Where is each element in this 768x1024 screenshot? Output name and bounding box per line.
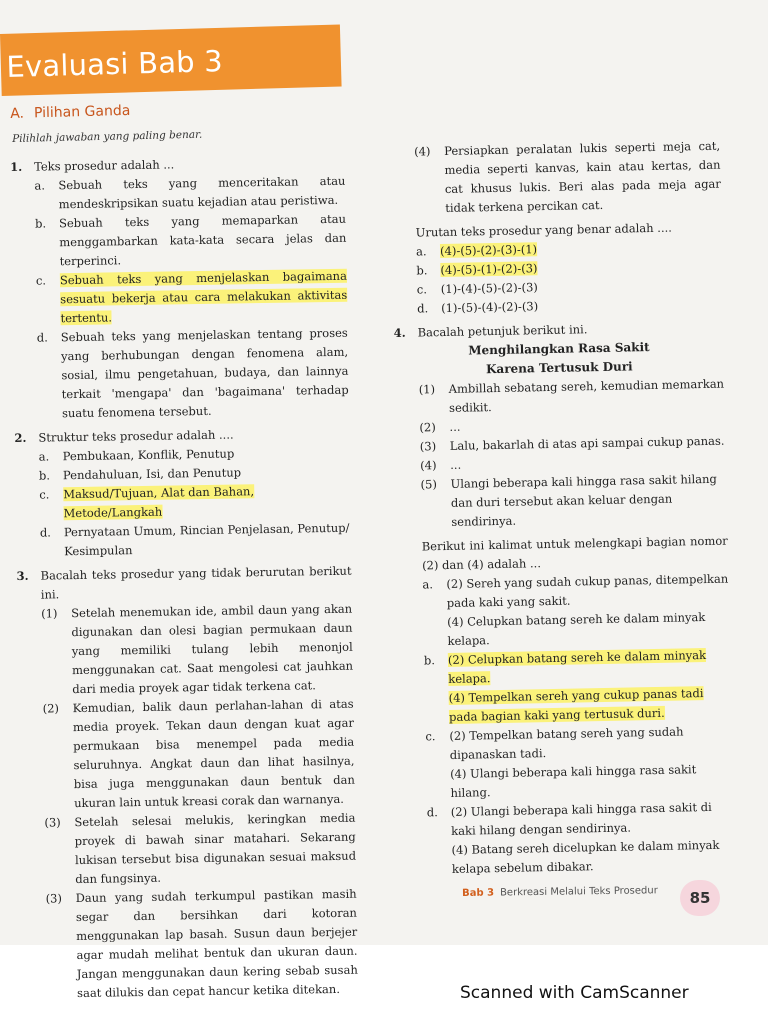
- procedure-step: [41, 600, 353, 700]
- step-number: (4): [420, 458, 437, 473]
- option-4a: [422, 570, 729, 652]
- option-letter: a.: [415, 244, 427, 259]
- step-number: (5): [420, 477, 437, 492]
- highlighted-answer: Sebuah teks yang menjelaskan bagaimana sesuatu bekerja atau cara melakukan aktivitas tertentu.: [59, 268, 348, 326]
- question-3: [16, 562, 352, 605]
- option-letter: a.: [34, 178, 46, 193]
- option-letter: d.: [39, 525, 52, 540]
- scanner-watermark: Scanned with CamScanner: [460, 983, 689, 1003]
- step-text: Setelah menemukan ide, ambil daun yang akan digunakan dan olesi bagian permukaan daun yang memiliki tulang lebih menonjol menggunakan cat. Saat mengolesi cat jauhkan dari media proyek agar tidak terkena cat.: [71, 601, 354, 697]
- option-text: (1)-(4)-(5)-(2)-(3): [440, 280, 538, 297]
- step-text: Ulangi beberapa kali hingga rasa sakit hilang dan duri tersebut akan keluar dengan sendirinya.: [450, 471, 717, 529]
- procedure-step: [43, 695, 356, 814]
- question-number: 2.: [14, 430, 27, 445]
- procedure-title-line-1: Menghilangkan Rasa Sakit: [468, 340, 650, 358]
- option-1b: [35, 210, 347, 272]
- option-line: (4) Batang sereh dicelupkan ke dalam minyak kelapa sebelum dibakar.: [451, 837, 720, 876]
- question-text: Bacalah teks prosedur yang tidak berurutan berikut ini.: [40, 563, 352, 602]
- option-text: (1)-(5)-(4)-(2)-(3): [441, 299, 539, 316]
- option-line: (2) Sereh yang sudah cukup panas, ditempelkan pada kaki yang sakit.: [446, 571, 729, 610]
- step-number: (4): [414, 144, 431, 159]
- section-heading: [10, 103, 131, 122]
- step-number: (3): [44, 815, 61, 830]
- procedure-title-line-2: Karena Tertusuk Duri: [485, 359, 633, 377]
- step-number: (3): [45, 891, 63, 906]
- question-text: Teks prosedur adalah ...: [34, 157, 175, 174]
- option-letter: a.: [422, 577, 434, 592]
- option-letter: d.: [426, 805, 439, 820]
- option-4c: [425, 722, 732, 804]
- step-text: Setelah selesai melukis, keringkan media proyek di bawah sinar matahari. Sekarang lukisan tersebut bisa digunakan sesuai maksud dan fungsinya.: [74, 810, 357, 887]
- instruction: Pilihlah jawaban yang paling benar.: [12, 128, 203, 145]
- option-4d: [427, 798, 734, 880]
- option-line: (2) Ulangi beberapa kali hingga rasa sakit di kaki hilang dengan sendirinya.: [450, 799, 712, 838]
- option-line: (2) Tempelkan batang sereh yang sudah dipanaskan tadi.: [449, 724, 684, 762]
- step-text: Kemudian, balik daun perlahan-lahan di atas media proyek. Tekan daun dengan kuat agar permukaan bisa menempel pada media seluruhnya. Angkat daun dan lihat hasilnya, bisa juga menggunakan daun bentuk dan ukuran lain untuk kreasi corak dan warnanya.: [72, 696, 355, 811]
- step-number: (1): [418, 382, 436, 397]
- highlighted-answer: (4)-(5)-(1)-(2)-(3): [440, 261, 538, 278]
- option-4b: [424, 646, 731, 728]
- order-prompt: Urutan teks prosedur yang benar adalah ....: [415, 220, 672, 240]
- option-letter: b.: [34, 216, 47, 231]
- step-text: Lalu, bakarlah di atas api sampai cukup panas.: [449, 433, 725, 453]
- option-letter: c.: [39, 487, 50, 502]
- page-number: 85: [680, 880, 720, 916]
- option-letter: c.: [35, 273, 47, 288]
- option-letter: b.: [423, 653, 436, 668]
- option-1c: [36, 267, 348, 329]
- option-text: Sebuah teks yang menceritakan atau mendeskripsikan suatu kejadian atau peristiwa.: [58, 173, 346, 212]
- procedure-step: [419, 375, 726, 419]
- step-text: Daun yang sudah terkumpul pastikan masih segar dan bersihkan dari kotoran menggunakan lap basah. Susun daun berjejer agar mudah melihat bentuk dan ukuran daun. Jangan menggunakan daun kering sebab susah saat dilukis dan cepat hancur ketika ditekan.: [75, 886, 358, 1001]
- option-text: Pernyataan Umum, Rincian Penjelasan, Penutup/ Kesimpulan: [63, 520, 350, 559]
- highlighted-answer: (2) Celupkan batang sereh ke dalam minyak kelapa.: [447, 648, 707, 686]
- procedure-step: [420, 470, 727, 533]
- option-text: Pembukaan, Konflik, Penutup: [62, 446, 235, 464]
- option-1d: [37, 324, 349, 424]
- option-2c: [39, 481, 351, 524]
- chapter-title: Evaluasi Bab 3: [6, 43, 224, 84]
- right-column: [390, 137, 734, 880]
- procedure-step: [414, 137, 721, 219]
- section-title: Pilihan Ganda: [33, 102, 131, 122]
- question-number: 1.: [10, 159, 23, 174]
- option-letter: b.: [416, 263, 428, 278]
- option-text: Pendahuluan, Isi, dan Penutup: [62, 465, 242, 483]
- step-number: (1): [41, 606, 58, 621]
- highlighted-option: (4)-(5)-(2)-(3)-(1): [439, 242, 538, 259]
- footer-title: Berkreasi Melalui Teks Prosedur: [499, 885, 658, 899]
- section-letter: A.: [10, 105, 25, 122]
- step-number: (3): [419, 439, 437, 454]
- option-letter: a.: [38, 449, 50, 464]
- option-text: Sebuah teks yang memaparkan atau menggambarkan kata-kata secara jelas dan terperinci.: [58, 211, 347, 269]
- option-line: (4) Ulangi beberapa kali hingga rasa sakit hilang.: [449, 762, 697, 800]
- option-text: Sebuah teks yang menjelaskan tentang proses yang berhubungan dengan fenomena alam, sosial, ilmu pengetahuan, budaya, dan lainnya terkait 'mengapa' dan 'bagaimana' terhadap suatu fenomena tersebut.: [60, 325, 349, 421]
- question-number: 3.: [16, 568, 29, 583]
- option-letter: d.: [417, 301, 429, 316]
- option-letter: b.: [38, 468, 51, 483]
- option-letter: d.: [36, 330, 48, 345]
- step-text: Ambillah sebatang sereh, kemudian memarkan sedikit.: [448, 376, 725, 415]
- footer-chapter: Bab 3: [462, 887, 495, 899]
- page-footer: [462, 885, 658, 899]
- question-text: Bacalah petunjuk berikut ini.: [417, 322, 588, 340]
- highlighted-answer: Maksud/Tujuan, Alat dan Bahan, Metode/Langkah: [63, 484, 255, 521]
- question-number: 4.: [393, 325, 406, 340]
- step-number: (2): [419, 420, 436, 435]
- option-2d: [40, 519, 352, 562]
- step-text: Persiapkan peralatan lukis seperti meja cat, media seperti kanvas, kain atau kertas, dan cat khusus lukis. Beri alas pada meja agar tidak terkena percikan cat.: [444, 138, 721, 215]
- left-column: [10, 153, 358, 1004]
- procedure-step: [44, 809, 356, 890]
- option-letter: c.: [425, 729, 436, 744]
- completion-prompt: Berikut ini kalimat untuk melengkapi bagian nomor (2) dan (4) adalah ...: [421, 533, 728, 573]
- option-1a: [34, 172, 346, 215]
- step-number: (2): [42, 701, 60, 716]
- question-text: Struktur teks prosedur adalah ....: [38, 427, 234, 445]
- highlighted-answer: (4) Tempelkan sereh yang cukup panas tadi pada bagian kaki yang tertusuk duri.: [448, 686, 704, 724]
- option-line: (4) Celupkan batang sereh ke dalam minyak kelapa.: [447, 610, 706, 648]
- procedure-step: [45, 885, 358, 1004]
- step-text: ...: [450, 457, 462, 472]
- option-letter: c.: [416, 282, 428, 297]
- step-text: ...: [449, 419, 461, 434]
